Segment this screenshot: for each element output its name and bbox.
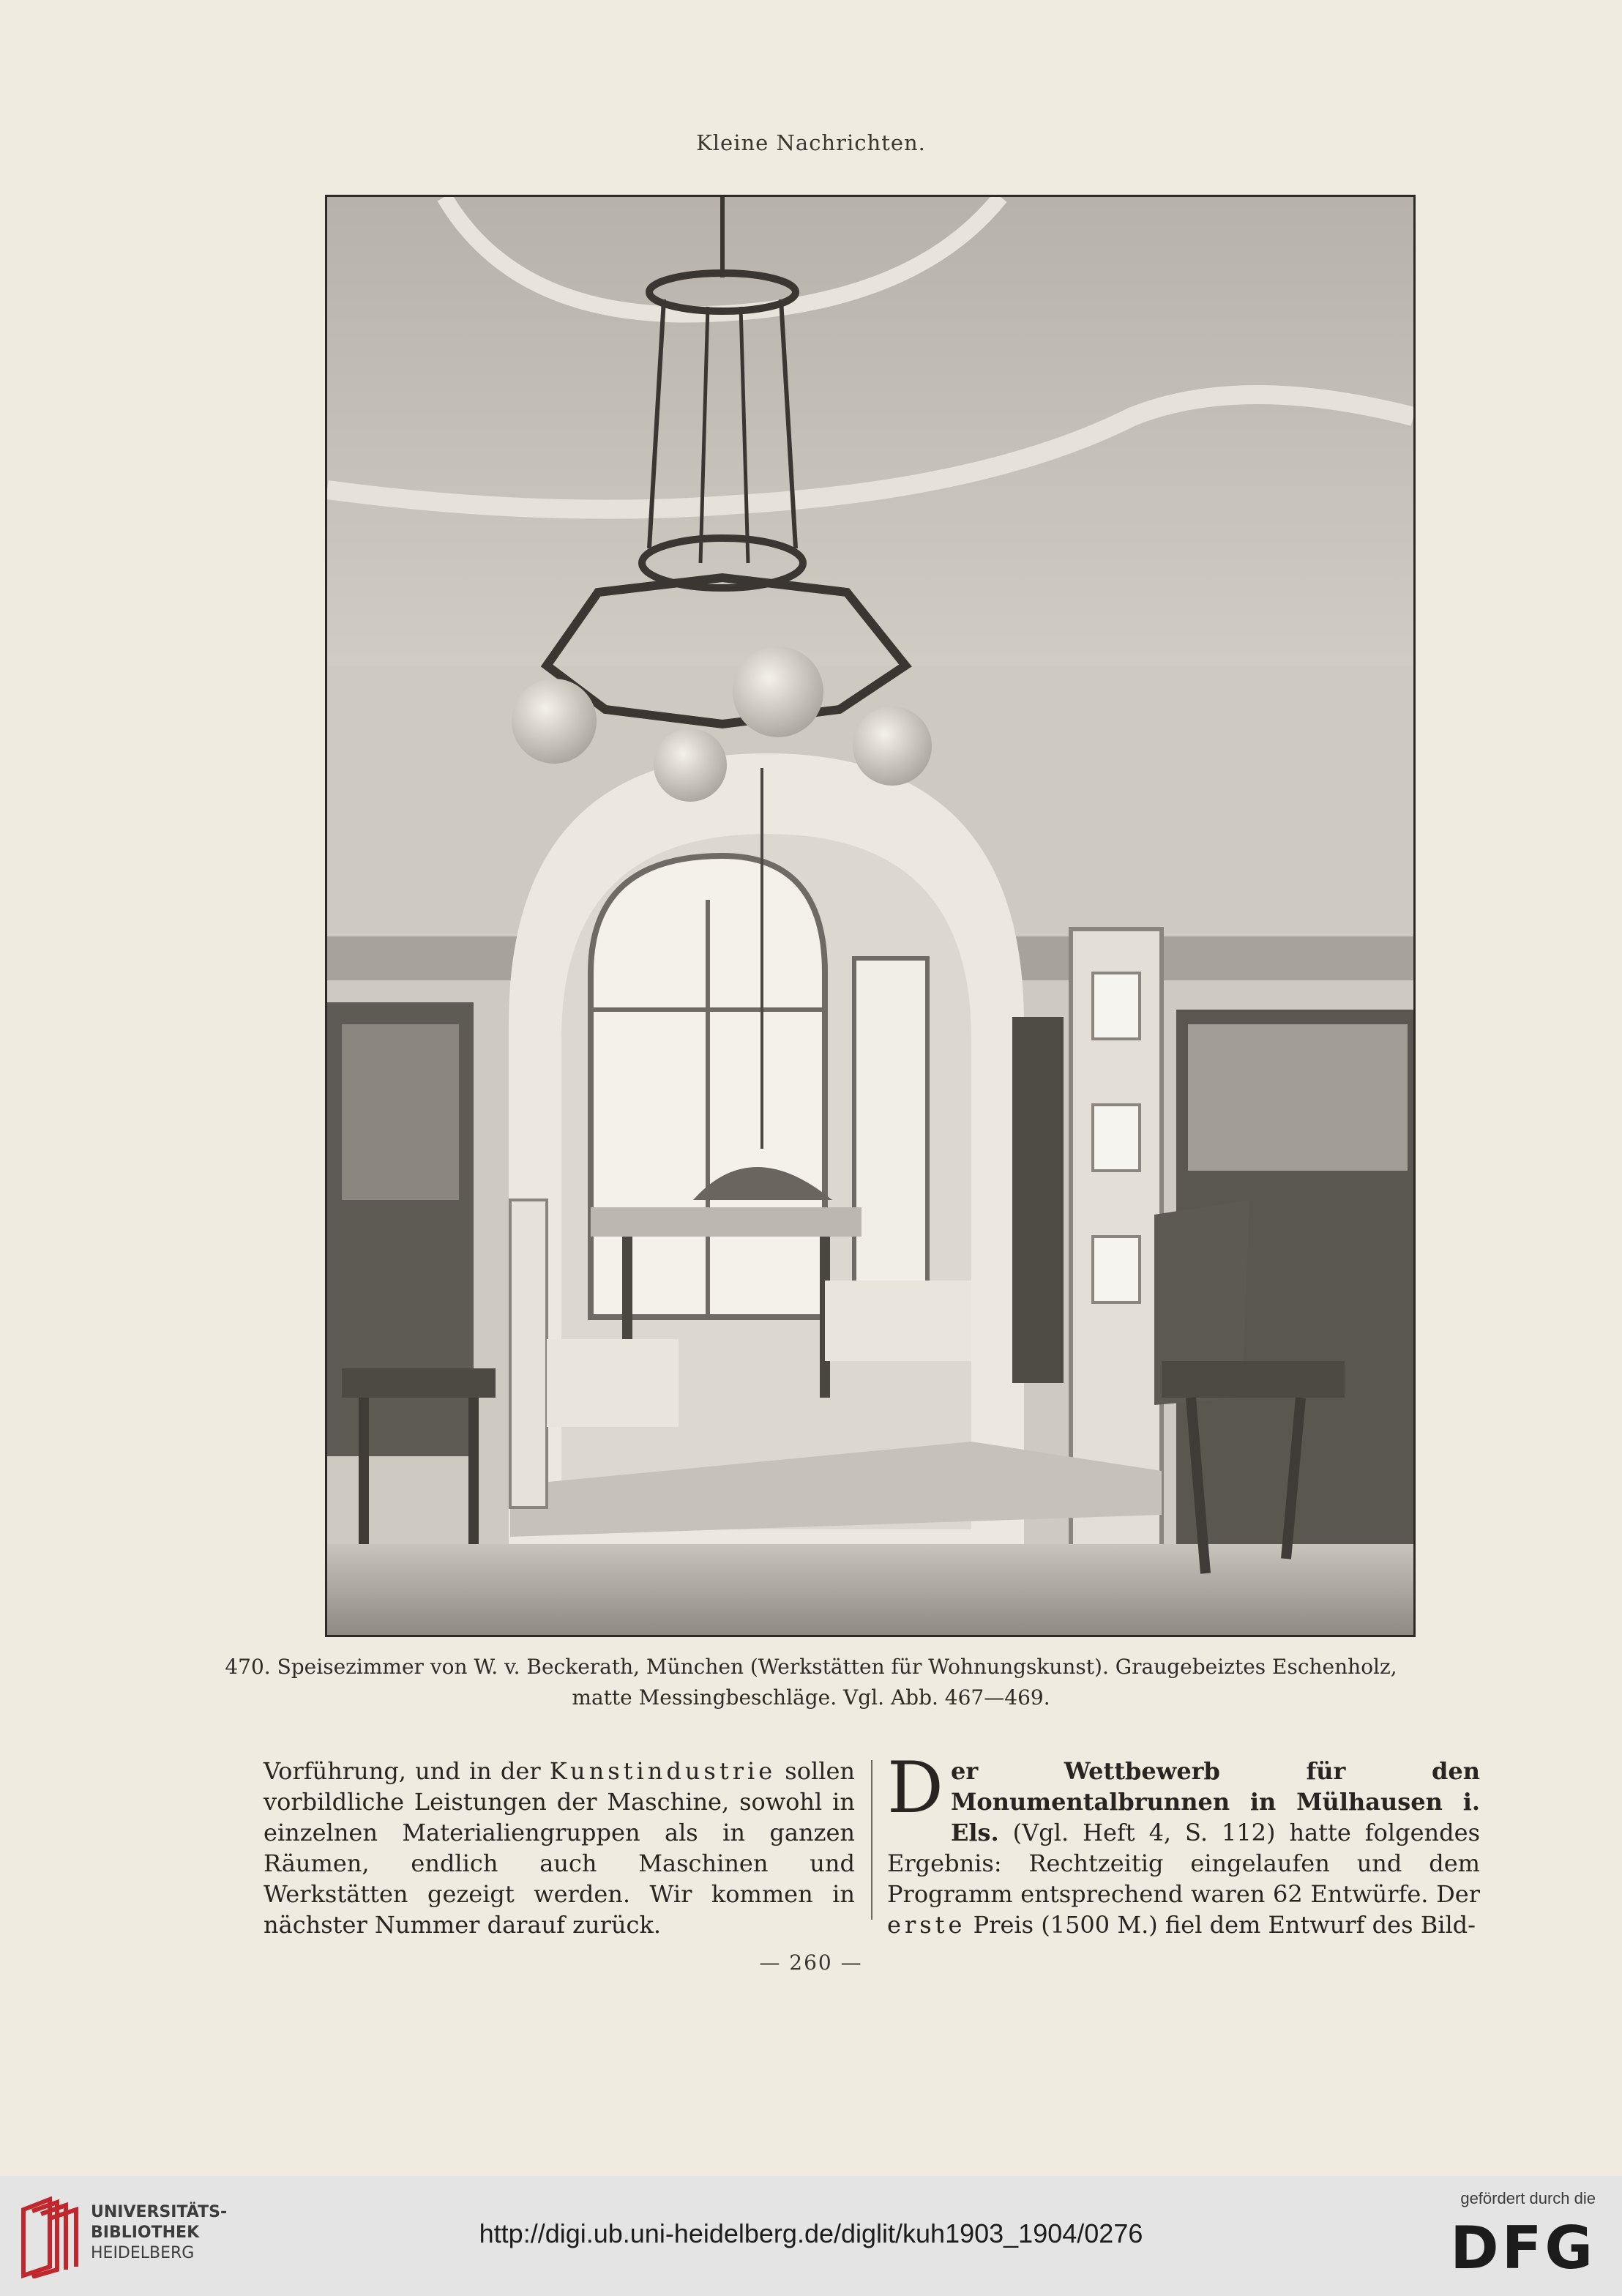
article-heading: er Wettbewerb für den Monumentalbrunnen in Mülhausen i. Els.: [950, 1757, 1480, 1846]
library-name-line-2: BIBLIOTHEK: [91, 2224, 200, 2242]
interior-photograph: [325, 195, 1416, 1637]
page-number: — 260 —: [759, 1950, 863, 1975]
left-paragraph: [264, 1756, 855, 1940]
figure-caption: [220, 1652, 1402, 1713]
column-divider: [871, 1760, 872, 1920]
running-head: Kleine Nachrichten.: [696, 130, 926, 155]
right-paragraph: [887, 1747, 1480, 1940]
caption-line-2: matte Messingbeschläge. Vgl. Abb. 467—469.: [572, 1685, 1050, 1710]
left-text-start: Vorführung, und in der: [264, 1757, 550, 1785]
right-text-end: Preis (1500 M.) fiel dem Entwurf des Bild-: [965, 1911, 1476, 1939]
dfg-logo: DFG: [1450, 2214, 1596, 2282]
funder-label: gefördert durch die: [1460, 2189, 1596, 2207]
caption-line-1: 470. Speisezimmer von W. v. Beckerath, München (Werkstätten für Wohnungskunst). Graugebeiztes Eschenholz,: [225, 1655, 1397, 1679]
permalink-url[interactable]: http://digi.ub.uni-heidelberg.de/diglit/kuh1903_1904/0276: [479, 2218, 1143, 2248]
left-column: [264, 1756, 855, 1940]
library-name-line-3: HEIDELBERG: [91, 2244, 195, 2262]
right-column: [887, 1747, 1480, 1940]
footer-bar: [0, 2176, 1622, 2296]
right-text-start: (Vgl. Heft 4, S. 112) hatte folgendes Ergebnis: Rechtzeitig eingelaufen und dem Programm entsprechend waren 62 Entwürfe. Der: [887, 1819, 1480, 1908]
drop-cap: D: [887, 1747, 943, 1829]
left-text-end: sollen vorbildliche Leistungen der Maschine, sowohl in einzelnen Materialiengruppen als in ganzen Räumen, endlich auch Maschinen und Werkstätten gezeigt werden. Wir kommen in nächster Nummer darauf zurück.: [264, 1757, 856, 1939]
left-spaced-word: Kunstindustrie: [549, 1757, 777, 1785]
right-spaced-word: erste: [887, 1911, 966, 1939]
library-name-line-1: UNIVERSITÄTS-: [91, 2203, 228, 2221]
